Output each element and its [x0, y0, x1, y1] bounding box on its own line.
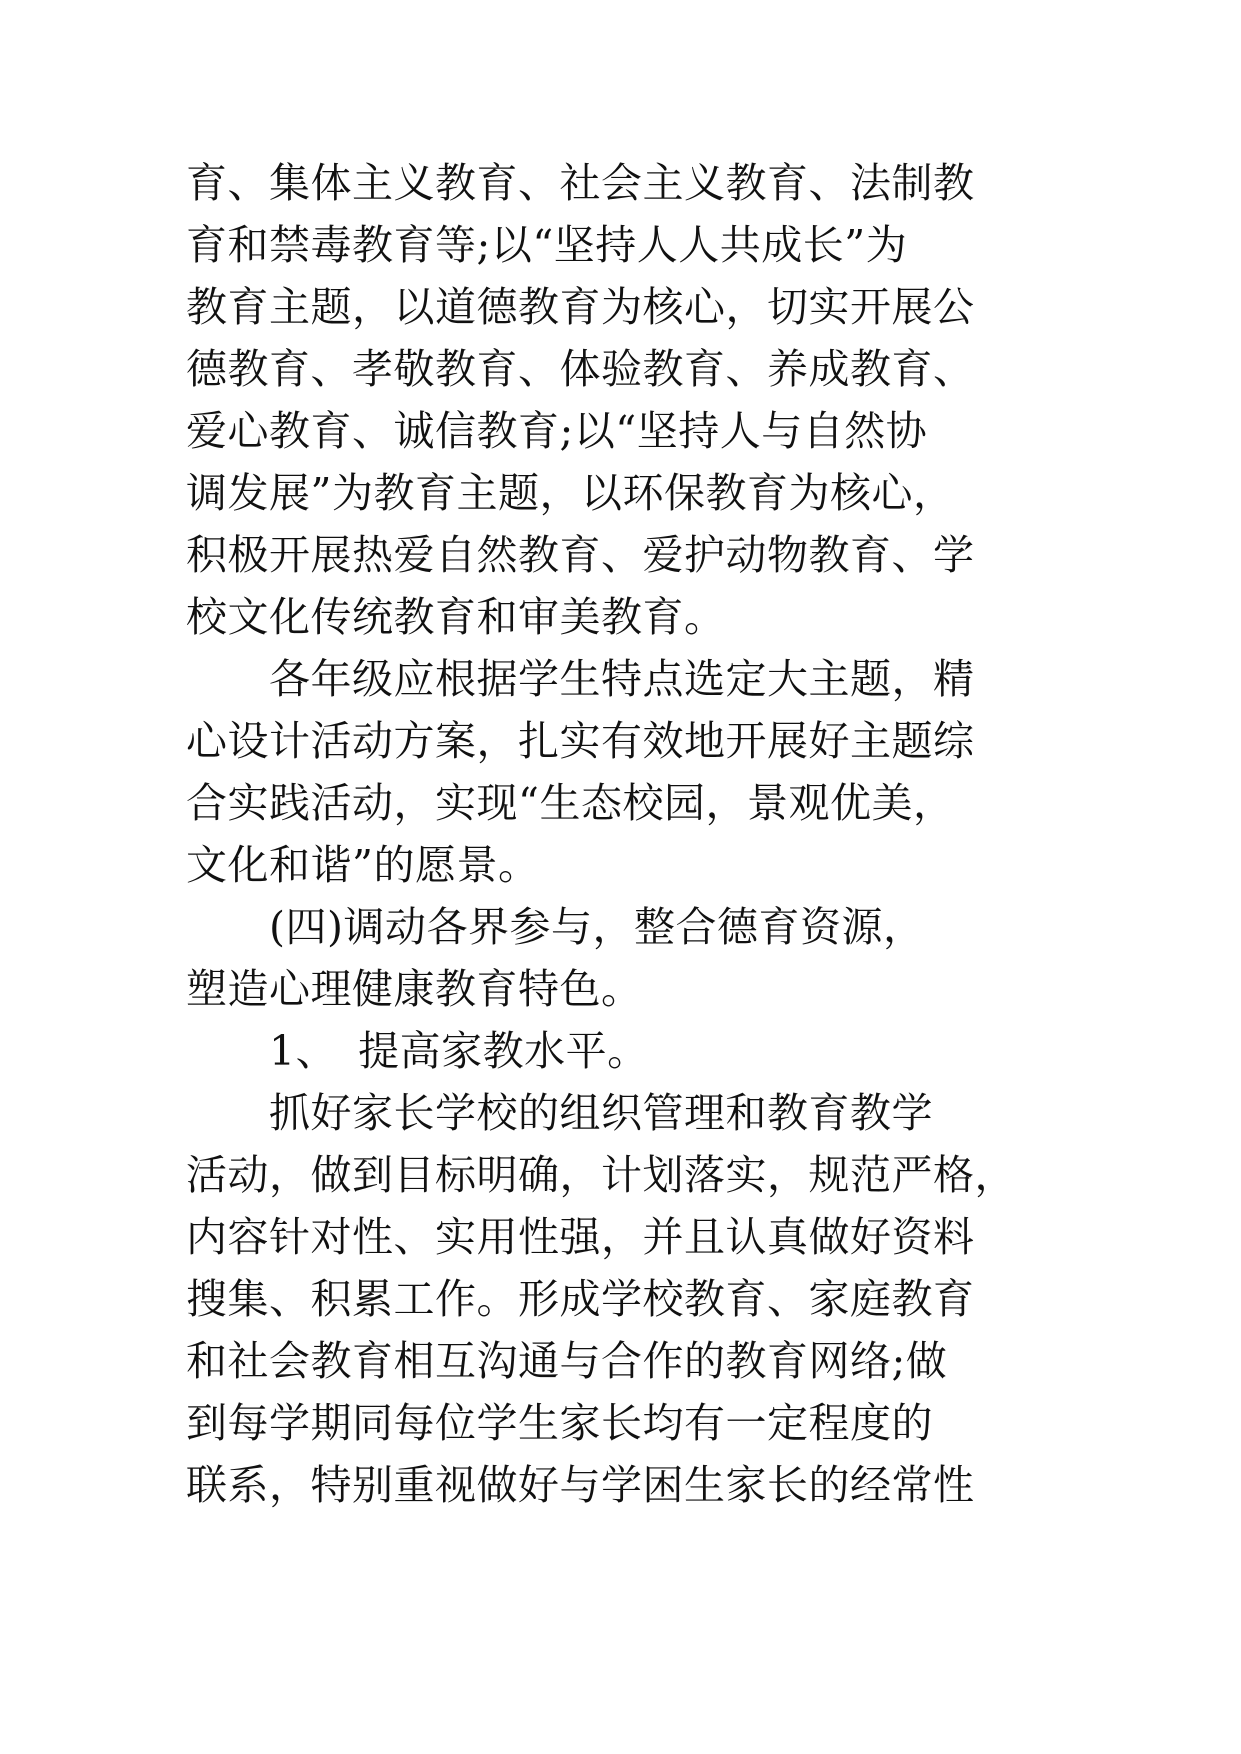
text-line: 教育主题，以道德教育为核心，切实开展公: [186, 283, 975, 331]
text-line: 文化和谐”的愿景。: [186, 841, 540, 889]
subsection-heading: 1、 提高家教水平。: [186, 1027, 649, 1075]
text-line: 德教育、孝敬教育、体验教育、养成教育、: [186, 345, 975, 393]
document-body: [186, 152, 1086, 1516]
text-line: 活动，做到目标明确，计划落实，规范严格，: [186, 1151, 1016, 1199]
text-line: 育和禁毒教育等;以“坚持人人共成长”为: [186, 221, 908, 269]
text-line: 心设计活动方案，扎实有效地开展好主题综: [186, 717, 975, 765]
section-heading: (四)调动各界参与，整合德育资源，: [186, 903, 925, 951]
text-line: 搜集、积累工作。形成学校教育、家庭教育: [186, 1275, 975, 1323]
text-line: 合实践活动，实现“生态校园，景观优美，: [186, 779, 955, 827]
text-line: 联系，特别重视做好与学困生家长的经常性: [186, 1461, 975, 1509]
paragraph-first-line: 抓好家长学校的组织管理和教育教学: [186, 1089, 933, 1137]
text-line: 积极开展热爱自然教育、爱护动物教育、学: [186, 531, 975, 579]
section-heading-continued: 塑造心理健康教育特色。: [186, 965, 643, 1013]
text-line: 校文化传统教育和审美教育。: [186, 593, 726, 641]
text-line: 育、集体主义教育、社会主义教育、法制教: [186, 159, 975, 207]
text-line: 到每学期同每位学生家长均有一定程度的: [186, 1399, 933, 1447]
text-line: 和社会教育相互沟通与合作的教育网络;做: [186, 1337, 948, 1385]
text-line: 调发展”为教育主题，以环保教育为核心，: [186, 469, 955, 517]
text-line: 内容针对性、实用性强，并且认真做好资料: [186, 1213, 975, 1261]
text-line: 爱心教育、诚信教育;以“坚持人与自然协: [186, 407, 928, 455]
paragraph-first-line: 各年级应根据学生特点选定大主题，精: [186, 655, 975, 703]
